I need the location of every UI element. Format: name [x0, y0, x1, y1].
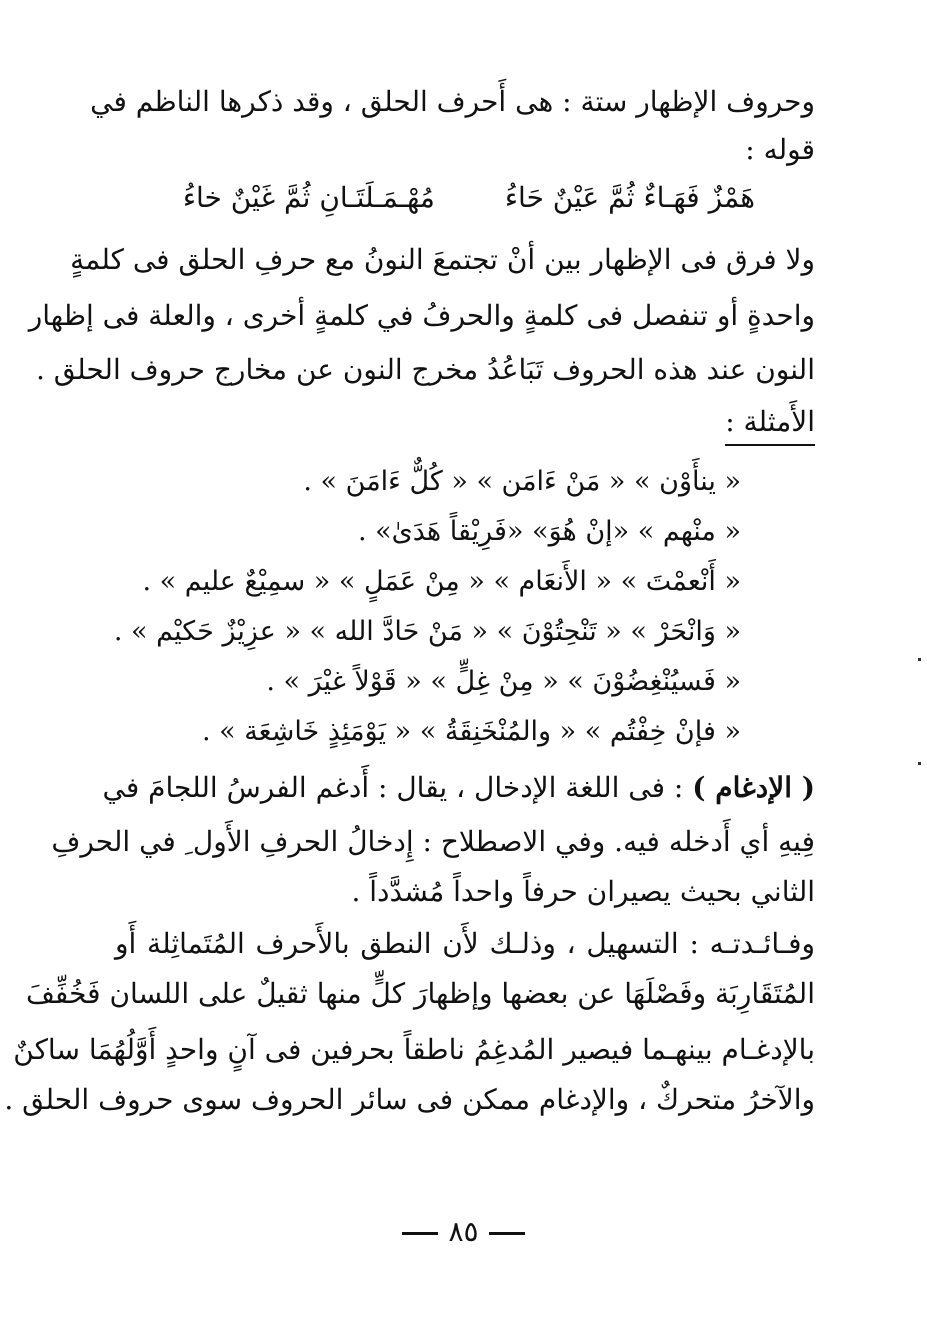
paragraph-line: النون عند هذه الحروف تَبَاعُدُ مخرج النون عن مخارج حروف الحلق .	[35, 353, 815, 386]
paragraph-line: ولا فرق فى الإظهار بين أنْ تجتمعَ النونُ مع حرفِ الحلق فى كلمةٍ	[70, 243, 815, 276]
paragraph-line: وحروف الإظهار ستة : هى أَحرف الحلق ، وقد ذكرها الناظم في	[90, 85, 815, 118]
verse-second-hemistich: مُهْـمَـلَتَـانِ ثُمَّ غَيْنٌ خاءُ	[182, 181, 435, 214]
paragraph-line: بالإدغـام بينهـما فيصير المُدغِمُ ناطقاً بحرفين فى آنٍ واحدٍ أَوَّلُهُمَا ساكنٌ	[13, 1033, 815, 1066]
paragraph-line: فِيهِ أي أَدخله فيه. وفي الاصطلاح : إِدخالُ الحرفِ الأَول ِ في الحرفِ	[51, 825, 815, 858]
verse-first-hemistich: هَمْزٌ فَهَـاءٌ ثُمَّ عَيْنٌ حَاءُ	[504, 181, 755, 214]
paragraph-line	[102, 768, 815, 808]
example-line: « أَنْعمْتَ » « الأَنعَام » « مِنْ عَمَلٍ » « سمِيْعٌ عليم » .	[142, 566, 741, 597]
paragraph-line: وفـائـدتـه : التسهيل ، وذلـك لأَن النطق بالأَحرف المُتَماثِلة أَو	[115, 927, 815, 960]
example-line: « فَسيُنْغِضُوْنَ » « مِنْ غِلٍّ » « قَوْلاً غيْرَ » .	[266, 666, 741, 697]
footer-dash-icon	[489, 1232, 525, 1235]
example-line: « ينأَوْن » « مَنْ ءَامَن » « كُلٌّ ءَامَنَ » .	[303, 466, 741, 497]
scan-mark	[918, 658, 921, 661]
example-line: « فإنْ خِفْتُم » « والمُنْخَنِقَةُ » « يَوْمَئِذٍ خَاشِعَة » .	[201, 716, 741, 747]
footer-dash-icon	[402, 1232, 438, 1235]
page-number: ٨٥	[448, 1215, 479, 1248]
paragraph-line: والآخرُ متحركٌ ، والإدغام ممكن فى سائر الحروف سوى حروف الحلق .	[4, 1083, 815, 1116]
term-idgham: ( الإدغام )	[692, 771, 815, 804]
paragraph-line: المُتَقَارِبَة وفَصْلَهَا عن بعضها وإظهارَ كلٍّ منها ثقيلٌ على اللسان فَخُفِّفَ	[25, 977, 815, 1010]
page-number-footer	[0, 1212, 927, 1252]
paragraph-text: : فى اللغة الإدخال ، يقال : أَدغم الفرسُ اللجامَ في	[102, 771, 693, 804]
example-line: « منْهم » «إنْ هُوَ» «فَرِيْقاً هَدَىٰ» .	[357, 516, 741, 547]
paragraph-line: الثاني بحيث يصيران حرفاً واحداً مُشدَّداً .	[351, 875, 815, 908]
paragraph-line: واحدةٍ أو تنفصل فى كلمةٍ والحرفُ في كلمةٍ أخرى ، والعلة فى إظهار	[28, 299, 815, 332]
example-line: « وَانْحَرْ » « تَنْحِتُوْنَ » « مَنْ حَادَّ الله » « عزِيْزٌ حَكيْم » .	[113, 616, 741, 647]
examples-heading: الأَمثلة :	[725, 402, 815, 446]
scan-mark	[918, 762, 921, 765]
verse-line	[183, 178, 755, 218]
paragraph-line: قوله :	[745, 133, 815, 166]
